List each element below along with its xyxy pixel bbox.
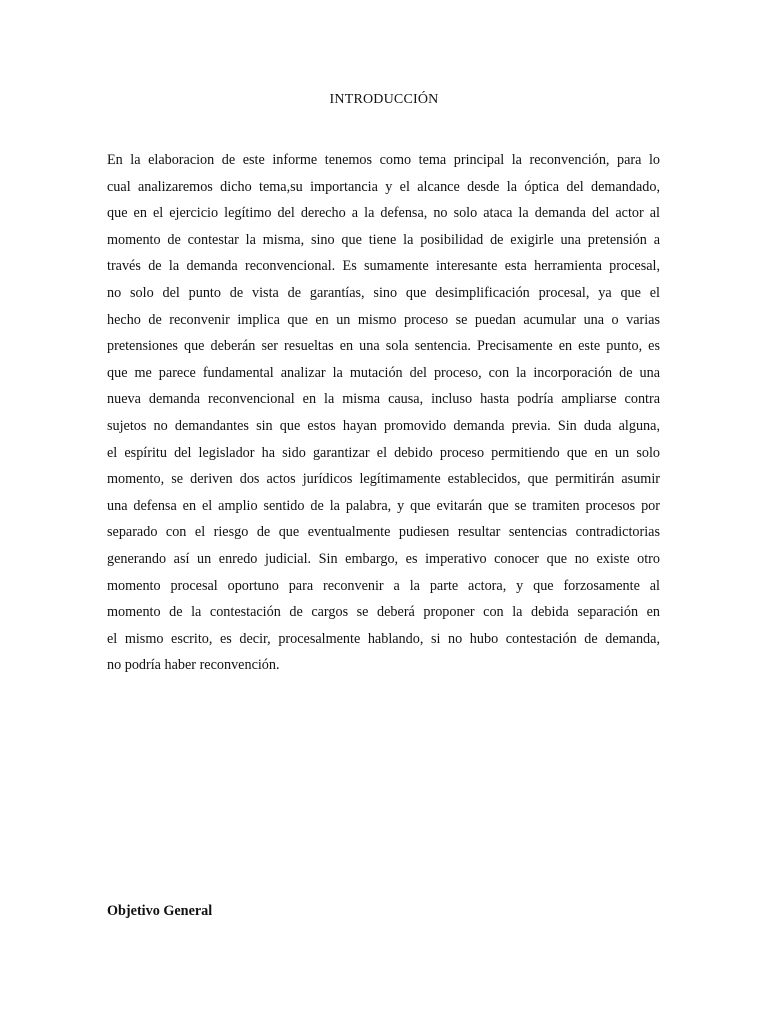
paragraph-line: pretensiones que deberán ser resueltas en una sola sentencia. Precisamente en este punto, es <box>107 338 660 355</box>
section-heading: Objetivo General <box>107 903 213 919</box>
page-title: INTRODUCCIÓN <box>329 92 439 107</box>
paragraph-line: través de la demanda reconvencional. Es sumamente interesante esta herramienta procesal, <box>107 258 660 275</box>
paragraph-line: separado con el riesgo de que eventualmente pudiesen resultar sentencias contradictorias <box>107 524 660 541</box>
paragraph-line: cual analizaremos dicho tema,su importancia y el alcance desde la óptica del demandado, <box>107 178 660 195</box>
paragraph-line: momento procesal oportuno para reconvenir a la parte actora, y que forzosamente al <box>107 577 660 594</box>
paragraph-line: En la elaboracion de este informe tenemos como tema principal la reconvención, para lo <box>107 152 660 168</box>
introduction-paragraph <box>107 147 660 679</box>
paragraph-line: que en el ejercicio legítimo del derecho a la defensa, no solo ataca la demanda del actor al <box>107 205 660 222</box>
paragraph-line: generando así un enredo judicial. Sin embargo, es imperativo conocer que no existe otro <box>107 550 660 567</box>
paragraph-line: sujetos no demandantes sin que estos hayan promovido demanda previa. Sin duda alguna, <box>107 417 660 434</box>
paragraph-line: el mismo escrito, es decir, procesalmente hablando, si no hubo contestación de demanda, <box>107 630 660 647</box>
paragraph-line: nueva demanda reconvencional en la misma causa, incluso hasta podría ampliarse contra <box>107 391 660 408</box>
paragraph-line: el espíritu del legislador ha sido garantizar el debido proceso permitiendo que en un solo <box>107 444 660 461</box>
paragraph-line: momento de la contestación de cargos se deberá proponer con la debida separación en <box>107 604 660 621</box>
paragraph-line: que me parece fundamental analizar la mutación del proceso, con la incorporación de una <box>107 364 660 381</box>
paragraph-line: momento, se deriven dos actos jurídicos legítimamente establecidos, que permitirán asumir <box>107 471 660 488</box>
paragraph-line: no solo del punto de vista de garantías, sino que desimplificación procesal, ya que el <box>107 284 660 301</box>
paragraph-line: una defensa en el amplio sentido de la palabra, y que evitarán que se tramiten procesos por <box>107 497 660 514</box>
paragraph-line: no podría haber reconvención. <box>107 657 280 674</box>
paragraph-line: hecho de reconvenir implica que en un mismo proceso se puedan acumular una o varias <box>107 311 660 328</box>
paragraph-line: momento de contestar la misma, sino que tiene la posibilidad de exigirle una pretensión a <box>107 231 660 248</box>
